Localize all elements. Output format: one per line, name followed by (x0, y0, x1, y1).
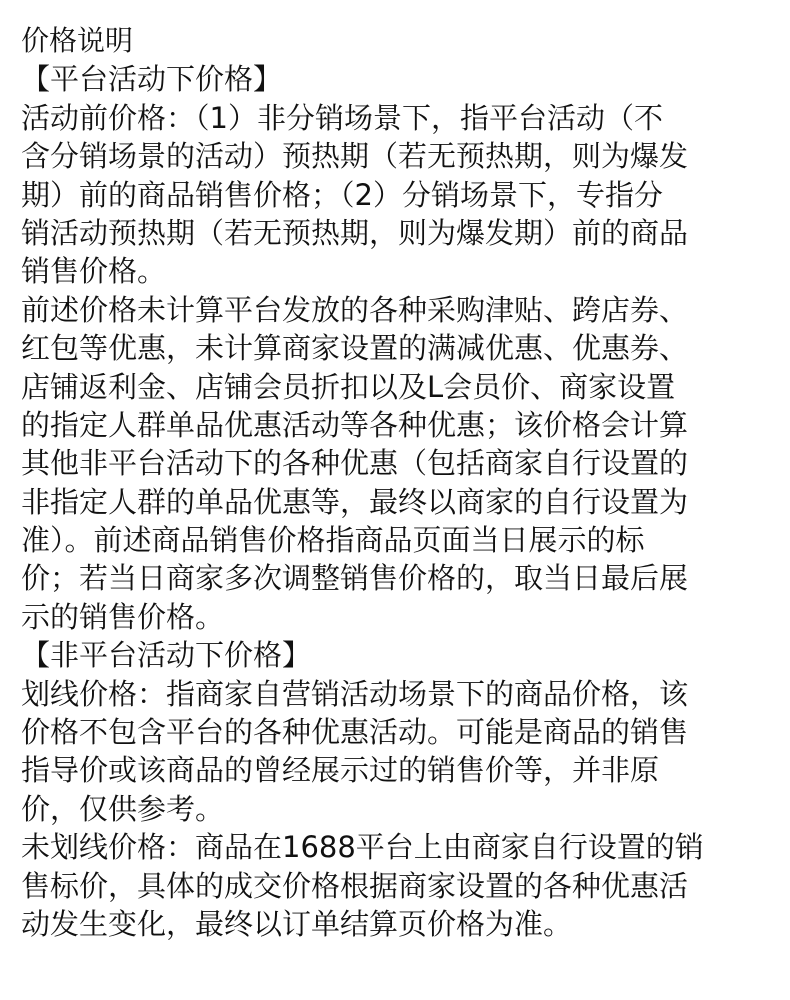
text-line: 价，仅供参考。 (21, 791, 225, 826)
text-line: 价；若当日商家多次调整销售价格的，取当日最后展 (21, 561, 689, 596)
text-line: 示的销售价格。 (21, 599, 225, 634)
non-platform-activity-section (21, 636, 781, 943)
text-line: 售标价，具体的成交价格根据商家设置的各种优惠活 (21, 868, 689, 903)
text-line: 销售价格。 (21, 254, 167, 289)
text-line: 未划线价格：商品在1688平台上由商家自行设置的销 (21, 830, 704, 865)
text-line: 红包等优惠，未计算商家设置的满减优惠、优惠券、 (21, 331, 689, 366)
text-line: 动发生变化，最终以订单结算页价格为准。 (21, 906, 573, 941)
section-heading-platform: 【平台活动下价格】 (21, 62, 283, 97)
text-line: 店铺返利金、店铺会员折扣以及L会员价、商家设置 (21, 369, 676, 404)
text-line: 价格不包含平台的各种优惠活动。可能是商品的销售 (21, 715, 689, 750)
text-line: 准）。前述商品销售价格指商品页面当日展示的标 (21, 523, 645, 558)
section-heading-non-platform: 【非平台活动下价格】 (21, 638, 312, 673)
platform-activity-section (21, 60, 781, 636)
text-line: 的指定人群单品优惠活动等各种优惠；该价格会计算 (21, 407, 689, 442)
document-title: 价格说明 (21, 24, 134, 57)
text-line: 前述价格未计算平台发放的各种采购津贴、跨店券、 (21, 292, 689, 327)
text-line: 非指定人群的单品优惠等，最终以商家的自行设置为 (21, 484, 689, 519)
text-line: 活动前价格：（1）非分销场景下，指平台活动（不 (21, 100, 663, 135)
text-line: 其他非平台活动下的各种优惠（包括商家自行设置的 (21, 446, 689, 481)
text-line: 期）前的商品销售价格；（2）分销场景下，专指分 (21, 177, 663, 212)
text-line: 含分销场景的活动）预热期（若无预热期，则为爆发 (21, 139, 689, 174)
text-line: 划线价格：指商家自营销活动场景下的商品价格，该 (21, 676, 689, 711)
text-line: 指导价或该商品的曾经展示过的销售价等，并非原 (21, 753, 660, 788)
price-explanation-document (21, 22, 781, 943)
text-line: 销活动预热期（若无预热期，则为爆发期）前的商品 (21, 215, 689, 250)
